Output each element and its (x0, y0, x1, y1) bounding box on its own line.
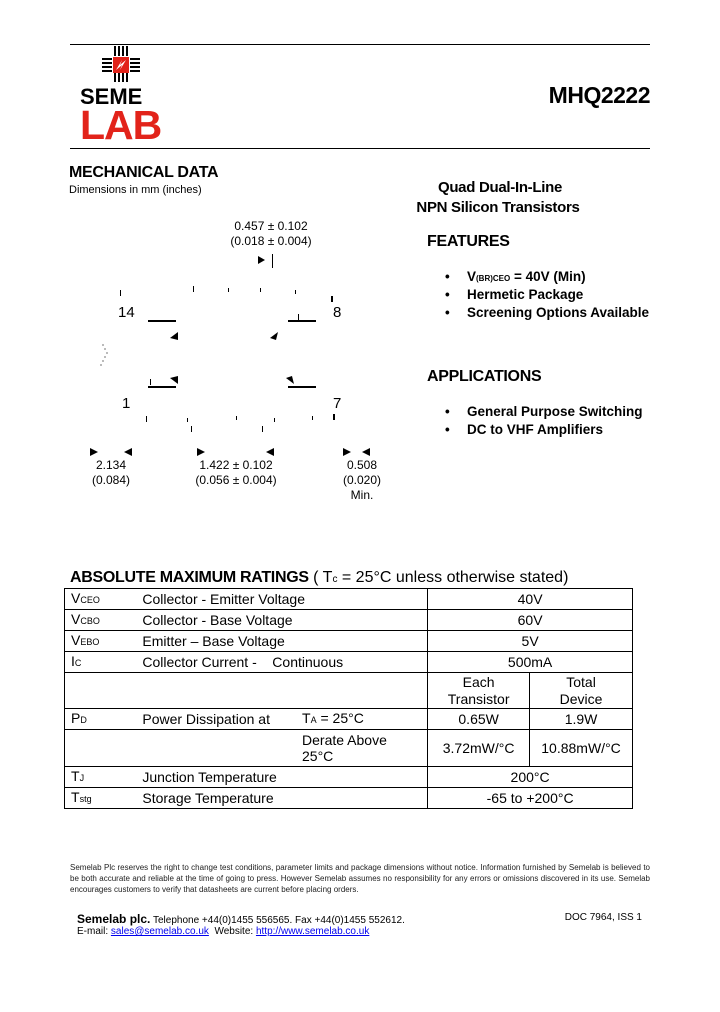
logo-wordmark-seme: SEME (80, 84, 143, 109)
application-item: • General Purpose Switching (445, 403, 643, 421)
product-title-line2: NPN Silicon Transistors (416, 199, 580, 216)
website-link[interactable]: http://www.semelab.co.uk (255, 926, 370, 937)
rating-description: Collector Current - Continuous (136, 652, 427, 673)
table-row: VCBO Collector - Base Voltage 60V (65, 610, 633, 631)
dim-top-in: (0.018 ± 0.004) (230, 234, 312, 248)
mechanical-data-title: MECHANICAL DATA (69, 164, 219, 181)
pin-label-1: 1 (122, 395, 131, 412)
footer-contact: Semelab plc. Telephone +44(0)1455 556565. Fax +44(0)1455 552612. (77, 912, 405, 926)
ratings-title: ABSOLUTE MAXIMUM RATINGS (70, 569, 309, 586)
pin-label-8: 8 (333, 304, 342, 321)
table-row: VCEO Collector - Emitter Voltage 40V (65, 589, 633, 610)
rating-value: 10.88mW/°C (530, 730, 633, 767)
part-number: MHQ2222 (548, 82, 650, 108)
rating-description: Storage Temperature (136, 788, 427, 809)
ratings-heading: ABSOLUTE MAXIMUM RATINGS ( Tc = 25°C unless otherwise stated) (70, 569, 569, 586)
footer-doc-number: DOC 7964, ISS 1 (564, 912, 642, 923)
rating-value: -65 to +200°C (428, 788, 633, 809)
applications-list (445, 403, 643, 439)
rating-value: 500mA (428, 652, 633, 673)
footer-company: Semelab plc. (77, 912, 151, 926)
rating-description: Junction Temperature (136, 767, 427, 788)
semelab-logo-icon (100, 46, 142, 82)
dim-top-mm: 0.457 ± 0.102 (234, 219, 308, 233)
feature-item: • V(BR)CEO = 40V (Min) (445, 268, 649, 286)
dim-right-note: Min. (350, 488, 374, 502)
package-outline-diagram (90, 248, 370, 460)
dim-right-in: (0.020) (342, 473, 382, 487)
logo-wordmark-lab: LAB (80, 102, 162, 148)
rating-value: 200°C (428, 767, 633, 788)
application-item: • DC to VHF Amplifiers (445, 421, 643, 439)
table-row: TJ Junction Temperature 200°C (65, 767, 633, 788)
absolute-maximum-ratings-table (64, 588, 633, 809)
rating-value: 5V (428, 631, 633, 652)
rating-description: Power Dissipation at (136, 709, 296, 730)
header-bottom-rule (70, 148, 650, 149)
dim-mid-mm: 1.422 ± 0.102 (199, 458, 273, 472)
table-row: PD Power Dissipation at TA = 25°C 0.65W 1.9W (65, 709, 633, 730)
rating-value: 3.72mW/°C (428, 730, 530, 767)
email-link[interactable]: sales@semelab.co.uk (110, 926, 209, 937)
table-row: Tstg Storage Temperature -65 to +200°C (65, 788, 633, 809)
dim-left-in: (0.084) (91, 473, 131, 487)
rating-value: 40V (428, 589, 633, 610)
feature-item: • Screening Options Available (445, 304, 649, 322)
dim-left-mm: 2.134 (95, 458, 127, 472)
applications-title: APPLICATIONS (427, 368, 542, 385)
table-row: IC Collector Current - Continuous 500mA (65, 652, 633, 673)
rating-value: 0.65W (428, 709, 530, 730)
rating-description: Collector - Base Voltage (136, 610, 427, 631)
dim-right-mm: 0.508 (346, 458, 378, 472)
dim-mid-in: (0.056 ± 0.004) (195, 473, 277, 487)
feature-item: • Hermetic Package (445, 286, 649, 304)
table-row: VEBO Emitter – Base Voltage 5V (65, 631, 633, 652)
rating-description: Collector - Emitter Voltage (136, 589, 427, 610)
footer-links: E-mail: sales@semelab.co.uk Website: http://www.semelab.co.uk (77, 926, 370, 937)
header-top-rule (70, 44, 650, 45)
rating-condition: Derate Above 25°C (296, 730, 428, 767)
rating-value: 60V (428, 610, 633, 631)
footer-disclaimer: Semelab Plc reserves the right to change test conditions, parameter limits and package dimensions without notice. Information furnished by Semelab is believed to be both accurate and reliable at the time of going to press. However Semelab assumes no responsibility for any errors or omissions discovered in its use. Semelab encourages customers to verify that datasheets are current before placing orders. (70, 863, 650, 894)
dimensions-note: Dimensions in mm (inches) (69, 184, 202, 196)
pin-label-14: 14 (118, 304, 135, 321)
rating-value: 1.9W (530, 709, 633, 730)
features-title: FEATURES (427, 233, 510, 250)
pin-label-7: 7 (333, 395, 342, 412)
features-list (445, 268, 649, 322)
product-title-line1: Quad Dual-In-Line (437, 179, 563, 196)
rating-description: Emitter – Base Voltage (136, 631, 427, 652)
table-row: Each Transistor Total Device (65, 673, 633, 709)
table-row (65, 730, 633, 767)
rating-condition: TA = 25°C (296, 709, 428, 730)
